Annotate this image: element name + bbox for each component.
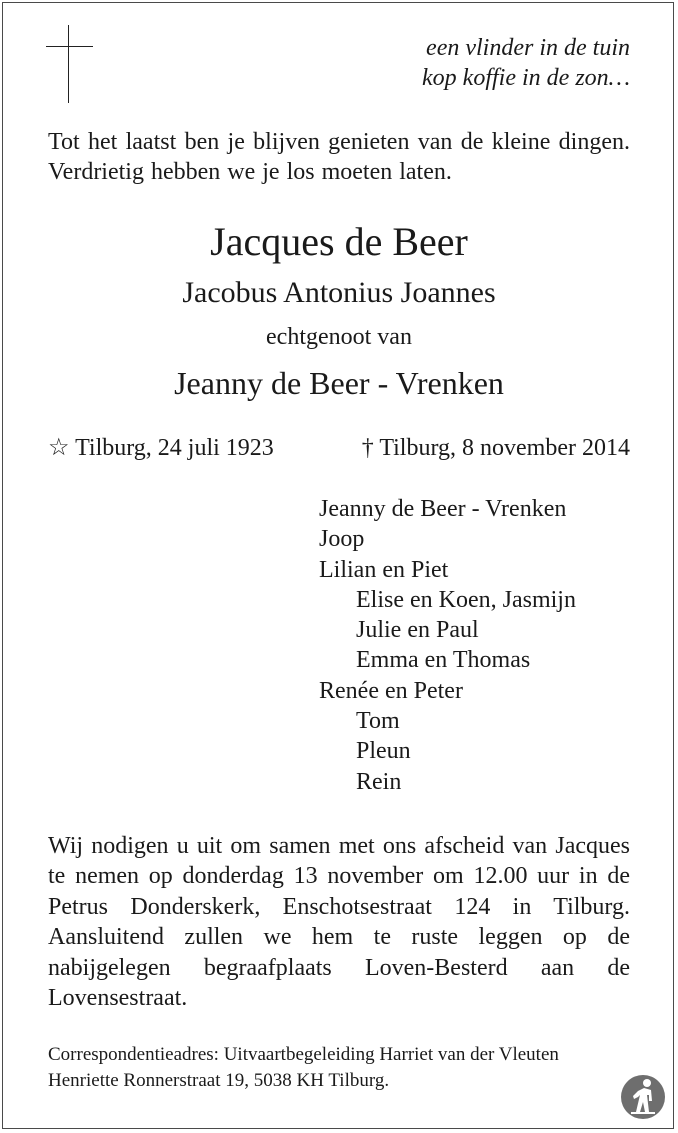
dagger-icon: † xyxy=(361,435,374,461)
invitation-text: Wij nodigen u uit om samen met ons afscheid van Jacques te nemen op donderdag 13 november om 12.00 uur in de Petrus Donderskerk, Enschotsestraat 124 in Tilburg. Aansluitend zullen we hem te ruste leggen op de nabijgelegen begraafplaats Loven-Besterd aan de Lovensestraat. xyxy=(48,833,630,1012)
family-grandchild: Rein xyxy=(356,768,402,795)
motto-line-2: kop koffie in de zon… xyxy=(422,65,630,91)
birth-line xyxy=(48,433,274,463)
family-spouse: Jeanny de Beer - Vrenken xyxy=(319,496,567,522)
family-grandchild: Julie en Paul xyxy=(356,617,479,644)
correspondence-line-1: Correspondentieadres: Uitvaartbegeleiding Harriet van der Vleuten xyxy=(48,1044,559,1065)
publisher-logo-icon xyxy=(620,1074,666,1120)
spouse-name: Jeanny de Beer - Vrenken xyxy=(174,365,504,401)
star-icon: ☆ xyxy=(48,435,70,461)
family-child: Renée en Peter xyxy=(319,677,463,704)
opening-text: Tot het laatst ben je blijven genieten van de kleine dingen. Verdrietig hebben we je los moeten laten. xyxy=(48,129,630,185)
deceased-full-name: Jacobus Antonius Joannes xyxy=(182,276,496,309)
family-grandchild: Tom xyxy=(356,708,400,735)
family-child: Lilian en Piet xyxy=(319,556,449,583)
motto-line-1: een vlinder in de tuin xyxy=(426,35,630,61)
death-date: Tilburg, 8 november 2014 xyxy=(379,435,630,461)
relation-label: echtgenoot van xyxy=(266,324,412,350)
correspondence-address xyxy=(48,1042,559,1094)
family-list xyxy=(319,494,576,797)
correspondence-line-2: Henriette Ronnerstraat 19, 5038 KH Tilburg. xyxy=(48,1070,390,1091)
family-grandchild: Emma en Thomas xyxy=(356,647,531,674)
birth-date: Tilburg, 24 juli 1923 xyxy=(75,435,274,461)
cross-icon-horizontal xyxy=(46,46,93,47)
motto xyxy=(422,33,630,93)
family-child: Joop xyxy=(319,526,365,553)
family-grandchild: Pleun xyxy=(356,738,411,765)
deceased-name: Jacques de Beer xyxy=(210,219,468,264)
death-line xyxy=(362,433,630,463)
family-grandchild: Elise en Koen, Jasmijn xyxy=(356,586,576,613)
cross-icon-vertical xyxy=(68,25,69,103)
